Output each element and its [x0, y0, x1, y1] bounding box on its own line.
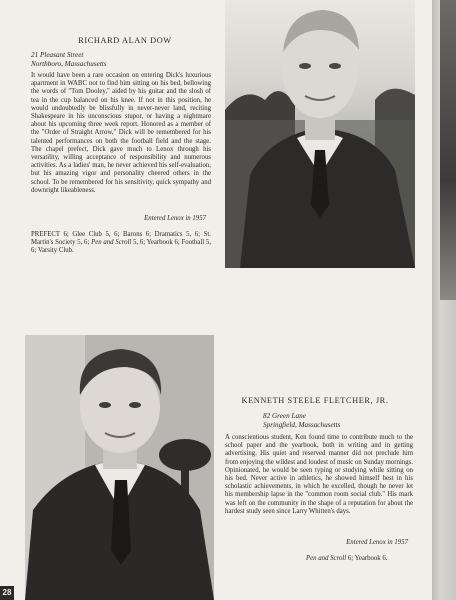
entered-year: Entered Lenox in 1957: [346, 539, 408, 546]
student-biography: A conscientious student, Ken found time to contribute much to the school paper and the yearbook, both in writing and in getting advertising. His quiet and reserved manner did not preclude him from enjoying the wildest and loudest of music on Sunday mornings. Opinionated, he would be seen typing or studying while sitting on his bed. Never active in athletics, he showed himself best in his scholastic achievements, in which he excelled, though he never let his membership lapse in the "common room social club." His mark was left on the community in the shape of a reputation for about the hardest study seen since Larry Whitten's days.: [225, 434, 413, 515]
page-number: 28: [0, 586, 14, 600]
portrait-photo-dow: [225, 0, 415, 268]
portrait-illustration: [225, 0, 415, 268]
student-name: KENNETH STEELE FLETCHER, JR.: [241, 396, 389, 405]
student-address-street: 82 Green Lane: [263, 412, 306, 420]
entered-year: Entered Lenox in 1957: [144, 215, 206, 222]
portrait-photo-fletcher: [25, 335, 214, 600]
adjacent-page-photo-edge: [440, 0, 456, 300]
student-name: RICHARD ALAN DOW: [78, 36, 172, 45]
portrait-illustration: [25, 335, 214, 600]
student-address-city: Northboro, Massachusetts: [31, 60, 107, 68]
student-address-street: 21 Pleasant Street: [31, 51, 84, 59]
student-activities: Pen and Scroll 6; Yearbook 6.: [306, 555, 388, 562]
student-biography: It would have been a rare occasion on entering Dick's luxurious apartment in WABC not to find him sitting on his bed, bellowing the words of "Tom Dooley," aided by his guitar and the slosh of tea in the cup balanced on his knee. If not in this position, he would undoubtedly be blissfully in never-never land, reciting Shakespeare in his unconscious stupor, or having a nightmare about his upcoming three week report. Honored as a member of the "Order of Straight Arrow," Dick will be remembered for his talented performances on both the football field and the stage. The chapel prefect, Dick gave much to Lenox through his versatility, willing acceptance of responsibility and numerous activities. As a ladies' man, he never achieved his self-evaluation, but his amazing vigor and personality cheered others in the school. To be remembered for his sensitivity, quick sympathy and downright likeableness.: [31, 72, 211, 194]
student-address-city: Springfield, Massachusetts: [263, 421, 341, 429]
student-activities: PREFECT 6; Glee Club 5, 6; Barons 6; Dramatics 5, 6; St. Martin's Society 5, 6; Pen and Scroll 5, 6; Yearbook 6; Football 5, 6; Varsity Club.: [31, 231, 211, 255]
